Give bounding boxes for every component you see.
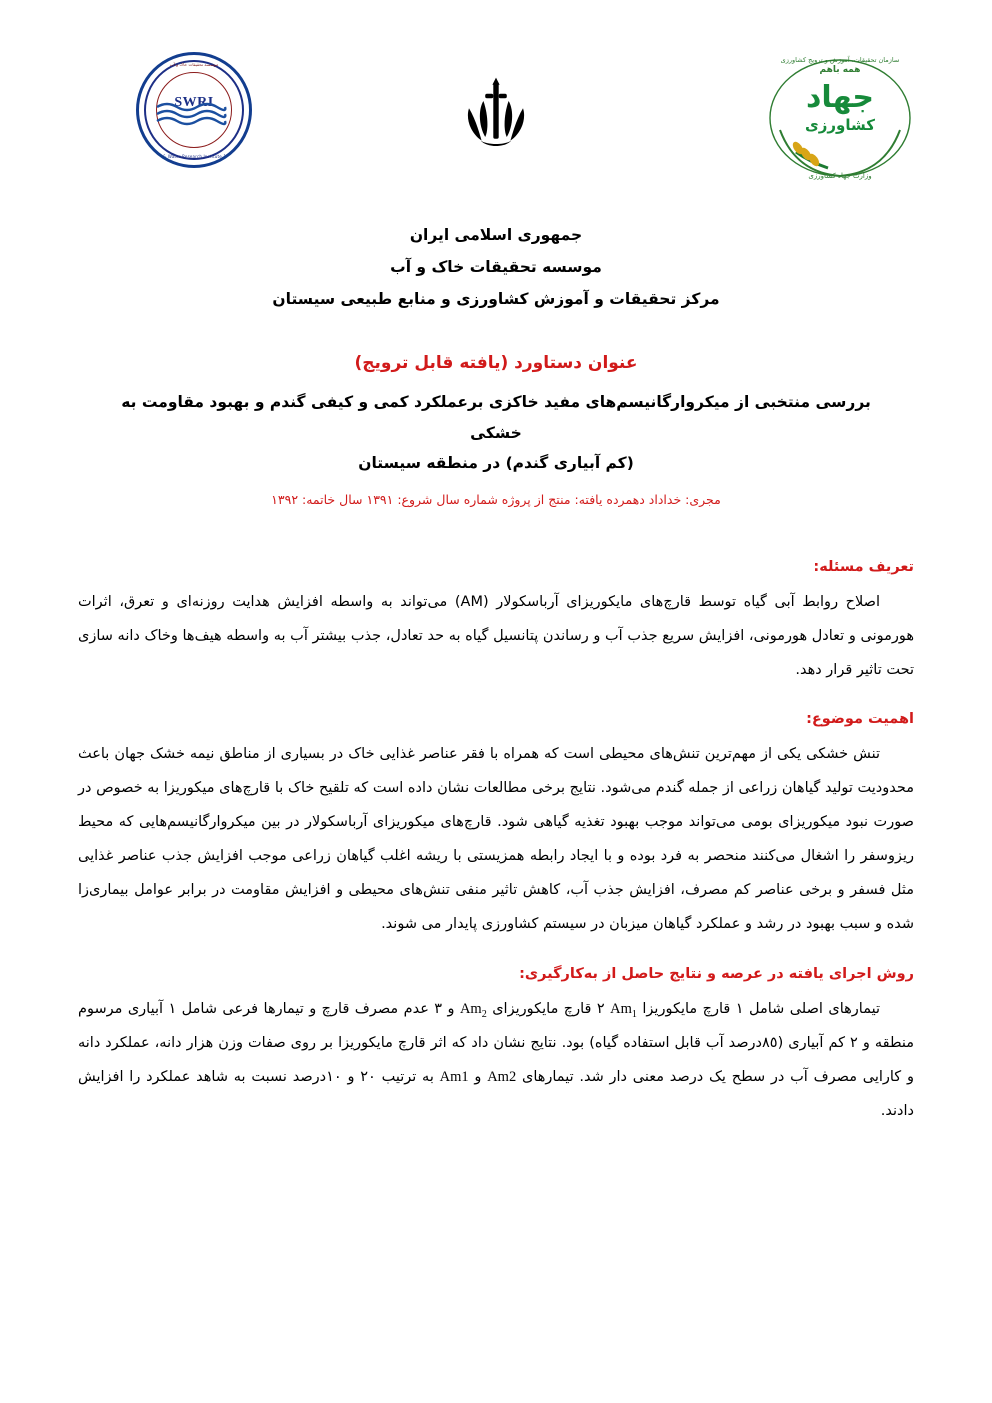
seal-top-text: موسسه تحقیقات خاک و آب [169,62,219,67]
treatment-am2-subscript: 2 [481,1008,487,1020]
section-method-and-results [78,966,914,1129]
page-title-line-2: (کم آبیاری گندم) در منطقه سیستان [358,453,634,472]
treatment-am1-subscript: 1 [631,1008,637,1020]
jahad-sub-text: کشاورزی [805,116,875,134]
treatment-am1-label: Am [610,1000,632,1017]
jahad-logo-wrapper [766,56,914,186]
jahad-arc-text: سازمان تحقیقات، آموزش و ترویج کشاورزی [780,56,900,64]
treatment-am1b-label: Am1 [439,1069,469,1086]
jahad-keshavarzi-icon [766,56,914,186]
section-body: اصلاح روابط آبی گیاه توسط قارچ‌های مایکوریزای آرباسکولار (AM) می‌تواند به واسطه افزایش هدایت روزنه‌ای و تعرق، اثرات هورمونی و تعادل هورمونی، افزایش سریع جذب آب و رساندن پتانسیل گیاه به حد تعادل، جذب بیشتر آب به واسطه هیف‌ها وخاک دانه سازی تحت تاثیر قرار دهد. [78,593,914,679]
seal-abbr-text: SWRI [174,95,214,110]
method-text-part-2: ٢ قارچ مایکوریزای [486,1000,611,1017]
swri-seal-icon [136,52,252,168]
document-sections [78,559,914,1129]
section-importance [78,711,914,941]
page-title-line-1: بررسی منتخبی از میکروارگانیسم‌های مفید خاکزی برعملکرد کمی و کیفی گندم و بهبود مقاومت به خشکی [121,393,871,442]
section-heading: روش اجرای یافته در عرصه و نتایج حاصل از به‌کارگیری: [519,965,914,982]
water-wave-icon [155,101,227,127]
iran-national-emblem-icon [451,74,541,164]
org-line-institute: موسسه تحقیقات خاک و آب [390,257,602,276]
jahad-main-text: جهاد [805,80,875,115]
jahad-footer-text: وزارت جهاد کشاورزی [808,172,872,180]
section-body [78,992,914,1129]
treatment-am2b-label: Am2 [487,1069,517,1086]
swri-logo-wrapper [136,52,252,168]
title-block [78,353,914,507]
method-text-part-3: و ٣ عدم مصرف قارچ و تیمارها فرعی شامل ١ آبیاری مرسوم منطقه و ٢ کم آبیاری (٨٥درصد آب قابل استفاده گیاه) بود. نتایج نشان داد که اثر قارچ مایکوریزا بر روی صفات وزن هزار دانه، عملکرد دانه و کارایی مصرف آب در سطح یک درصد معنی دار شد. تیمارهای [78,1000,914,1086]
section-heading: تعریف مسئله: [813,558,914,575]
org-line-center: مرکز تحقیقات و آموزش کشاورزی و منابع طبیعی سیستان [272,289,720,308]
section-problem-definition [78,559,914,687]
treatment-am2-label: Am [459,1000,482,1017]
seal-bottom-text: Soil & Water Research Institute 1952 [153,154,235,159]
org-line-country: جمهوری اسلامی ایران [409,226,583,244]
method-text-part-4: و [468,1069,488,1086]
document-meta: مجری: خداداد دهمرده یافته: منتج از پروژه شماره سال شروع: ١٣٩١ سال خاتمه: ١٣٩٢ [271,491,721,507]
page-title [78,387,914,478]
iran-emblem-wrapper [451,74,541,164]
jahad-slogan-text: همه باهم [819,65,861,75]
document-kicker: عنوان دستاورد (یافته قابل ترویج) [354,353,638,374]
organization-header [78,220,914,315]
method-text-part-1: تیمارهای اصلی شامل ١ قارچ مایکوریزا [636,1000,881,1017]
section-body: تنش خشکی یکی از مهم‌ترین تنش‌های محیطی است که همراه با فقر عناصر غذایی خاک در بسیاری از مناطق نیمه خشک جهان باعث محدودیت تولید گیاهان زراعی از جمله گندم می‌شود. نتایج برخی مطالعات نشان داده است که تلقیح خاک با قارچ‌های میکوریزا به خصوص در صورت نبود میکوریزای بومی می‌تواند موجب بهبود تغذیه گیاهی شود. قارچ‌های میکوریزای آرباسکولار در بین میکروارگانیسم‌هایی که محیط ریزوسفر را اشغال می‌کنند منحصر به فرد بوده و با ایجاد رابطه همزیستی با ریشه اغلب گیاهان زراعی موجب افزایش جذب عناصر غذایی مثل فسفر و برخی عناصر کم مصرف، افزایش جذب آب، کاهش تاثیر منفی تنش‌های محیطی و افزایش مقاومت در برابر عوامل بیماری‌زا شده و سبب بهبود در رشد و عملکرد گیاهان میزبان در سیستم کشاورزی پایدار می شوند. [78,746,914,933]
method-text-part-5: به ترتیب ٢٠ و ١٠درصد نسبت به شاهد عملکرد را افزایش دادند. [78,1069,914,1120]
header-logo-row [78,52,914,192]
section-heading: اهمیت موضوع: [806,711,914,728]
